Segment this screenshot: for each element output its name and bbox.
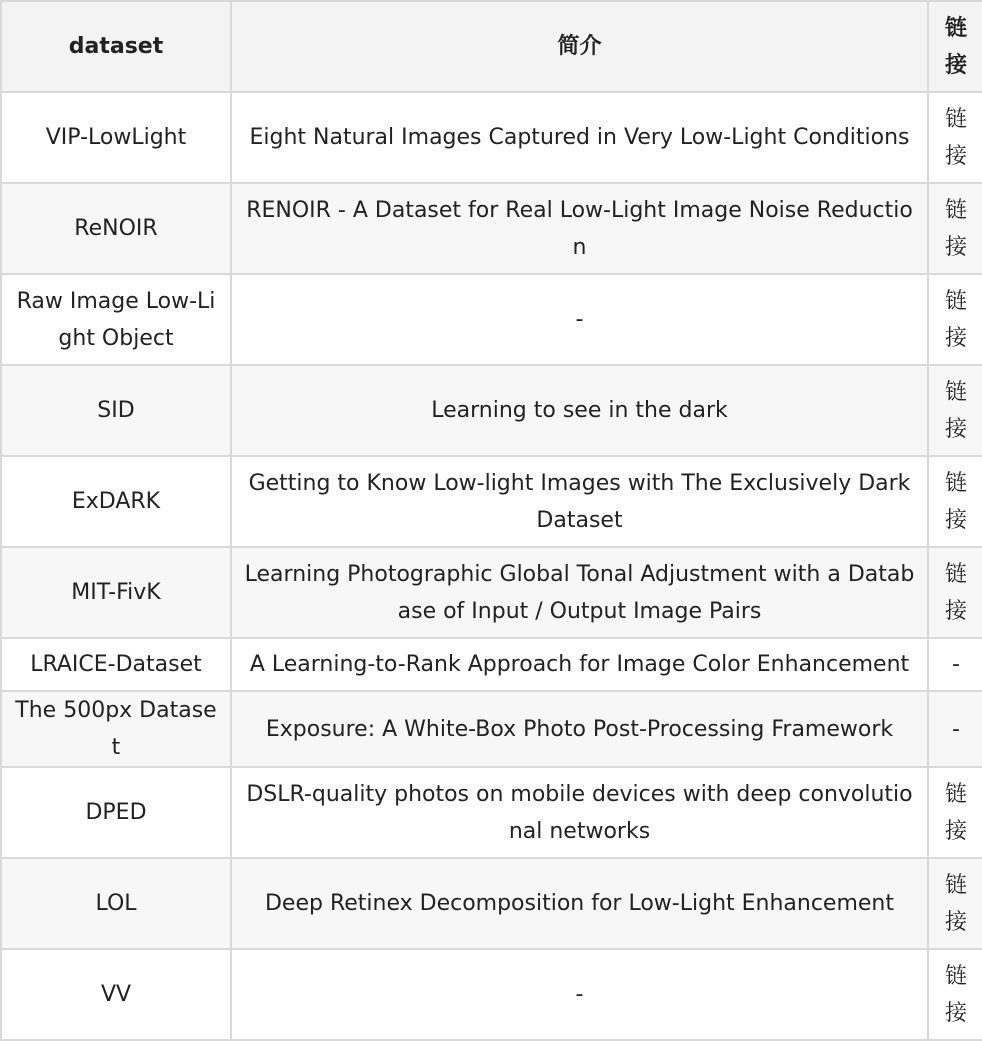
table-row <box>1 691 982 767</box>
dataset-cell: ReNOIR <box>1 183 231 274</box>
header-link: 链接 <box>928 1 982 92</box>
table-header <box>1 1 982 92</box>
intro-cell: Learning to see in the dark <box>231 365 928 456</box>
intro-cell: - <box>231 949 928 1040</box>
table-row <box>1 365 982 456</box>
link-cell[interactable]: 链接 <box>928 92 982 183</box>
link-cell[interactable]: 链接 <box>928 767 982 858</box>
link-cell[interactable]: 链接 <box>928 949 982 1040</box>
link-cell: - <box>928 638 982 691</box>
dataset-cell: MIT-FivK <box>1 547 231 638</box>
intro-cell: Eight Natural Images Captured in Very Low-Light Conditions <box>231 92 928 183</box>
dataset-cell: LOL <box>1 858 231 949</box>
intro-cell: DSLR-quality photos on mobile devices with deep convolutional networks <box>231 767 928 858</box>
table-row <box>1 183 982 274</box>
table-row <box>1 767 982 858</box>
table-row <box>1 456 982 547</box>
intro-cell: Learning Photographic Global Tonal Adjustment with a Database of Input / Output Image Pairs <box>231 547 928 638</box>
intro-cell: A Learning-to-Rank Approach for Image Color Enhancement <box>231 638 928 691</box>
link-cell[interactable]: 链接 <box>928 365 982 456</box>
table-row <box>1 92 982 183</box>
link-cell[interactable]: 链接 <box>928 274 982 365</box>
header-dataset: dataset <box>1 1 231 92</box>
link-cell: - <box>928 691 982 767</box>
dataset-cell: VIP-LowLight <box>1 92 231 183</box>
link-cell[interactable]: 链接 <box>928 456 982 547</box>
intro-cell: - <box>231 274 928 365</box>
dataset-cell: Raw Image Low-Light Object <box>1 274 231 365</box>
intro-cell: Deep Retinex Decomposition for Low-Light Enhancement <box>231 858 928 949</box>
table-row <box>1 858 982 949</box>
table-row <box>1 949 982 1040</box>
intro-cell: Getting to Know Low-light Images with The Exclusively Dark Dataset <box>231 456 928 547</box>
header-intro: 简介 <box>231 1 928 92</box>
table-row <box>1 547 982 638</box>
table-row <box>1 274 982 365</box>
link-cell[interactable]: 链接 <box>928 858 982 949</box>
link-cell[interactable]: 链接 <box>928 183 982 274</box>
dataset-cell: The 500px Dataset <box>1 691 231 767</box>
header-row <box>1 1 982 92</box>
dataset-cell: LRAICE-Dataset <box>1 638 231 691</box>
dataset-cell: ExDARK <box>1 456 231 547</box>
intro-cell: Exposure: A White-Box Photo Post-Processing Framework <box>231 691 928 767</box>
table-body <box>1 92 982 1040</box>
table-row <box>1 638 982 691</box>
dataset-cell: SID <box>1 365 231 456</box>
dataset-cell: DPED <box>1 767 231 858</box>
dataset-cell: VV <box>1 949 231 1040</box>
link-cell[interactable]: 链接 <box>928 547 982 638</box>
intro-cell: RENOIR - A Dataset for Real Low-Light Image Noise Reduction <box>231 183 928 274</box>
